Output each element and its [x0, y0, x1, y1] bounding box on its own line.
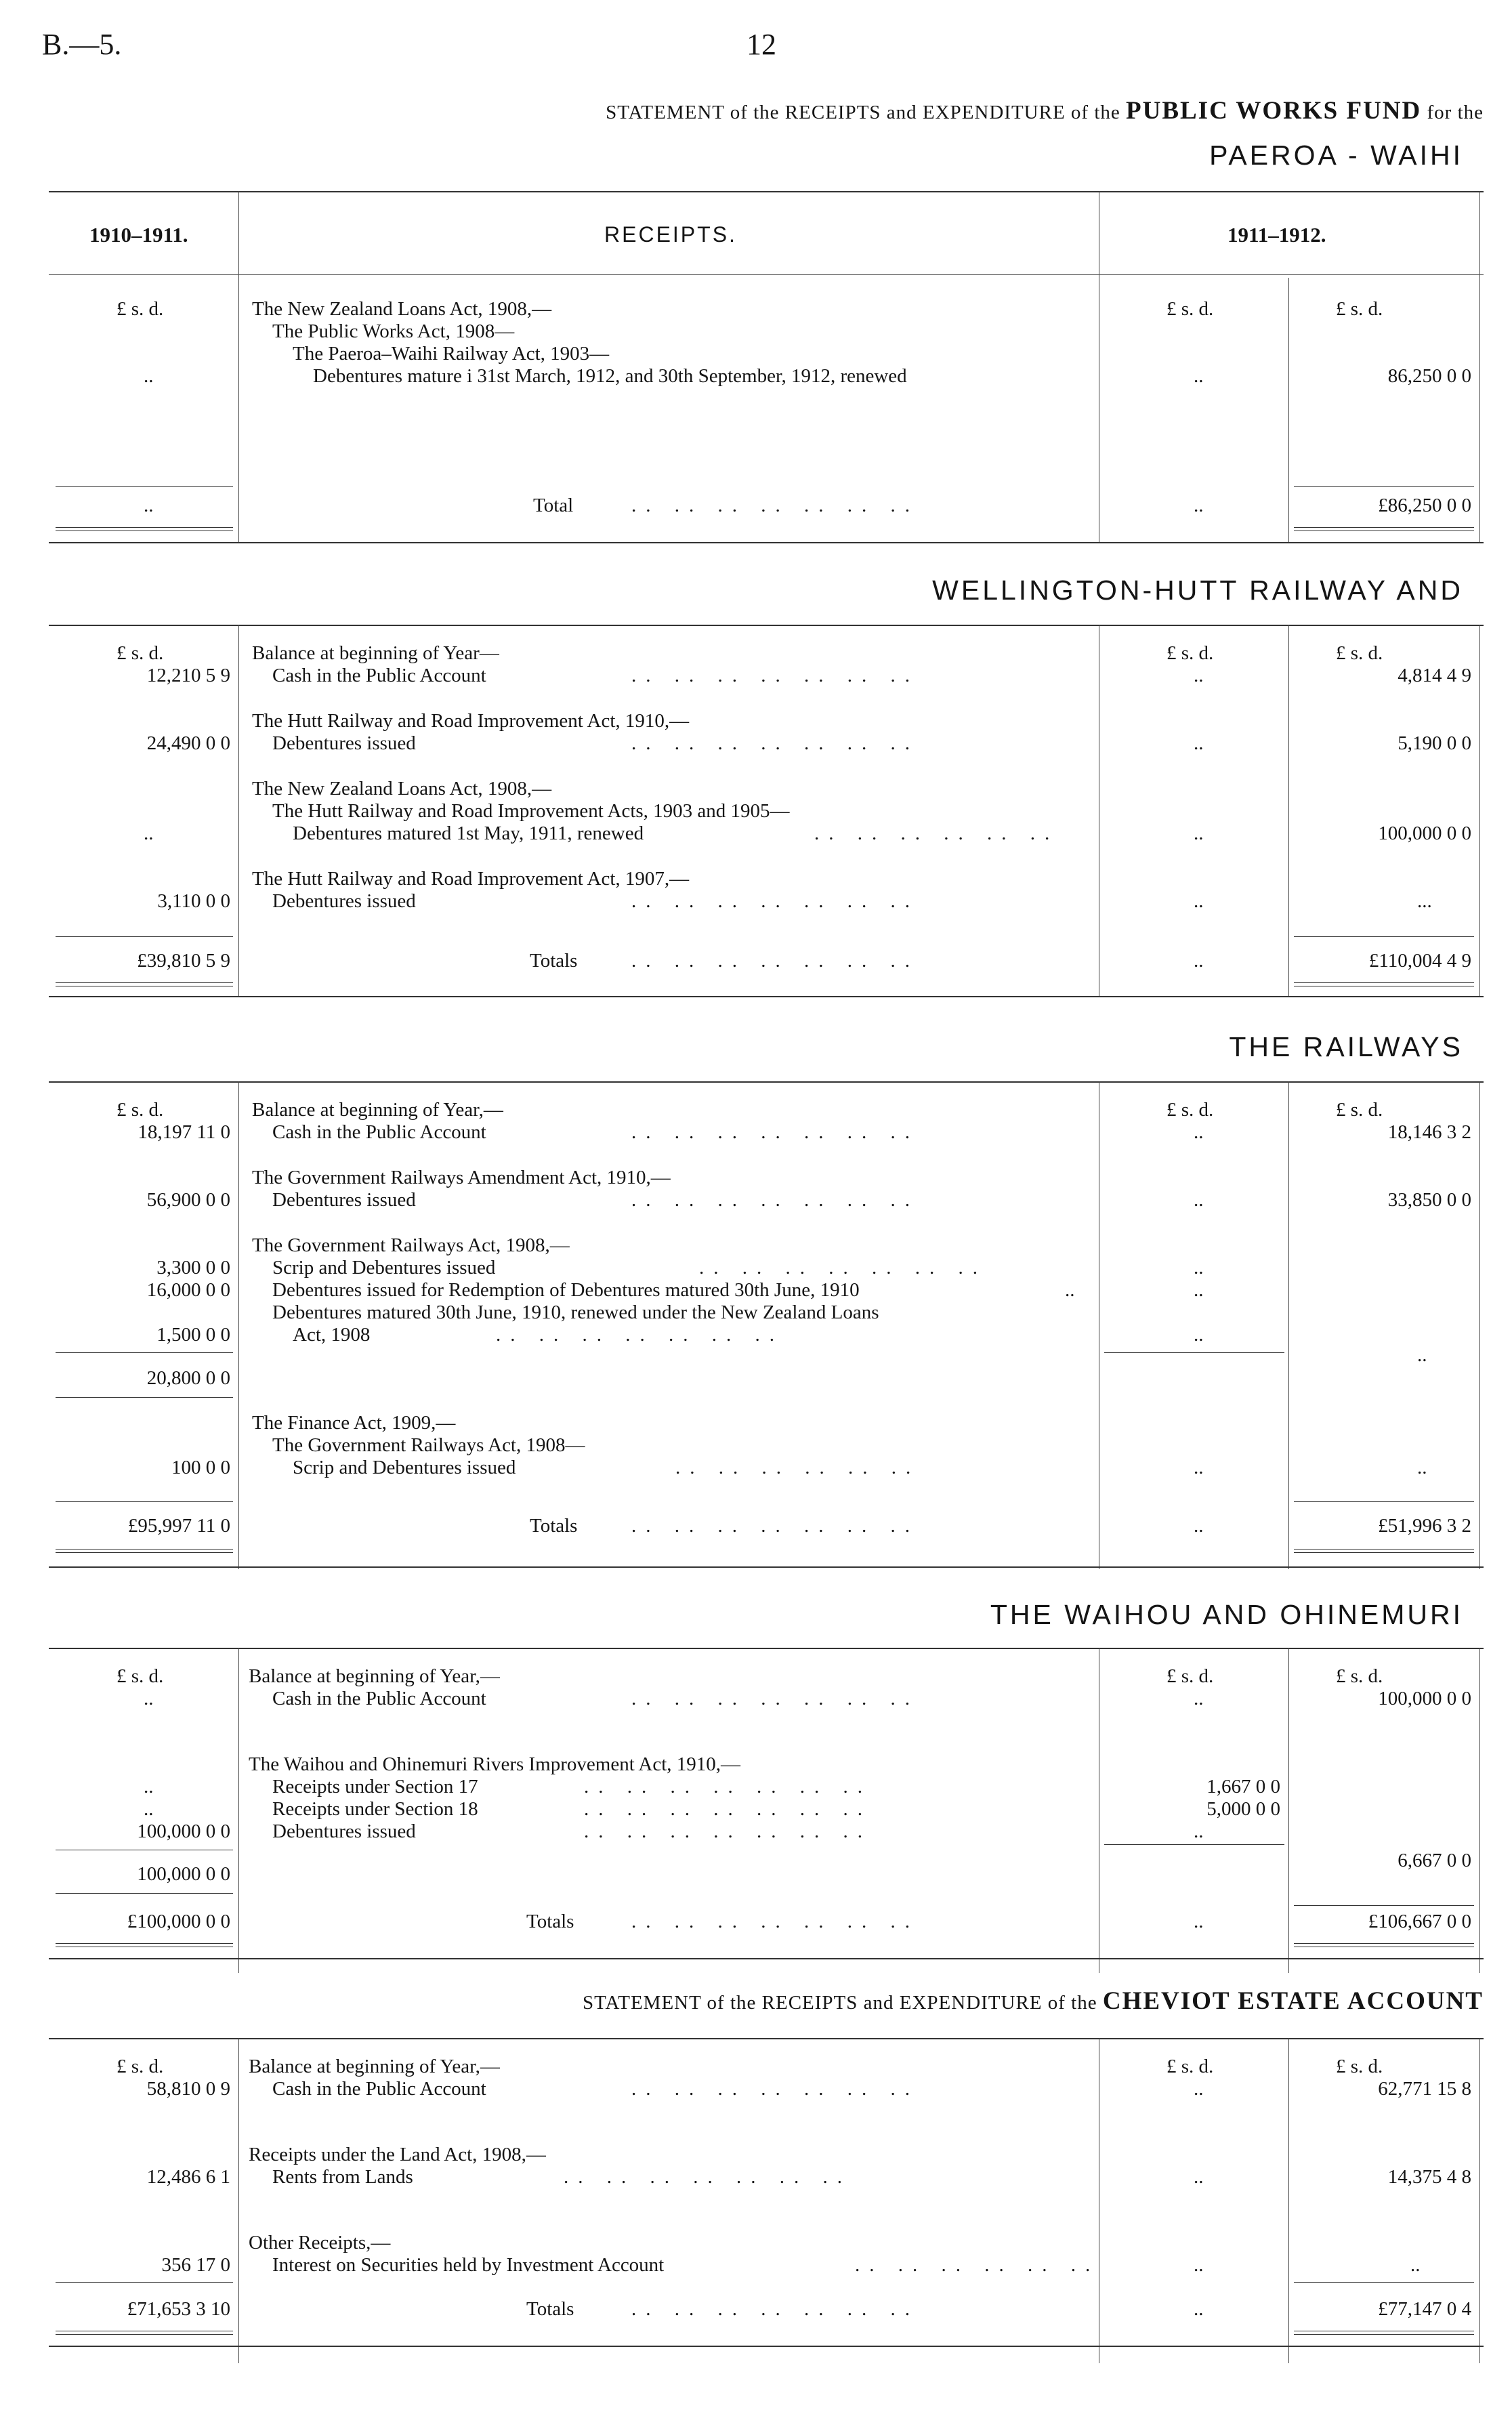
- receipt-line: Debentures matured 1st May, 1911, renewed: [293, 823, 644, 844]
- receipt-line: The Finance Act, 1909,—: [252, 1412, 456, 1434]
- statement-prefix: STATEMENT of the RECEIPTS and EXPENDITURE of the: [583, 1992, 1097, 2014]
- amount-1910: 24,490 0 0: [146, 732, 230, 754]
- amount-1910: 12,486 6 1: [146, 2166, 230, 2188]
- table-paeroa: [49, 183, 1484, 549]
- leader-dots: .. .. .. .. .. .. ..: [631, 1515, 919, 1537]
- receipt-line: Balance at beginning of Year,—: [252, 1099, 503, 1121]
- empty-value: ..: [144, 1688, 154, 1709]
- receipt-line: The Waihou and Ohinemuri Rivers Improvement Act, 1910,—: [249, 1753, 741, 1775]
- total-label: Totals: [530, 950, 578, 972]
- column-header-receipts: RECEIPTS.: [604, 222, 737, 247]
- amount-1911: 18,146 3 2: [1387, 1121, 1471, 1143]
- section-title-railways: THE RAILWAYS: [1229, 1031, 1463, 1062]
- empty-value: ..: [144, 365, 154, 387]
- receipt-line: Debentures matured 30th June, 1910, renewed under the New Zealand Loans: [272, 1302, 879, 1323]
- statement-prefix: STATEMENT of the RECEIPTS and EXPENDITURE of the: [606, 102, 1120, 123]
- fund-name: PUBLIC WORKS FUND: [1126, 97, 1422, 125]
- total-1910: £95,997 11 0: [127, 1515, 230, 1537]
- receipt-line: The New Zealand Loans Act, 1908,—: [252, 778, 552, 799]
- receipt-line: Debentures mature i 31st March, 1912, and 30th September, 1912, renewed: [313, 365, 907, 387]
- empty-value: ..: [1065, 1279, 1075, 1301]
- statement-heading-cheviot: [583, 1987, 1484, 2016]
- leader-dots: .. .. .. .. .. .. ..: [631, 2078, 919, 2100]
- table-cheviot: [49, 2030, 1484, 2369]
- section-title-paeroa: PAEROA - WAIHI: [1209, 140, 1463, 171]
- lsd-heading: £ s. d.: [1167, 642, 1214, 664]
- page-reference: B.—5.: [42, 28, 122, 61]
- empty-value: ..: [1194, 1121, 1204, 1143]
- section-title-wellington: WELLINGTON-HUTT RAILWAY AND: [932, 575, 1463, 606]
- receipt-line: Cash in the Public Account: [272, 665, 486, 686]
- receipt-line: Scrip and Debentures issued: [293, 1457, 516, 1478]
- amount-1910: 1,500 0 0: [156, 1324, 230, 1346]
- receipt-line: Rents from Lands: [272, 2166, 413, 2188]
- total-label: Total: [533, 495, 574, 516]
- empty-value: ..: [1194, 2166, 1204, 2188]
- empty-value: ..: [144, 1798, 154, 1820]
- total-1911: £77,147 0 4: [1378, 2298, 1471, 2320]
- lsd-heading: £ s. d.: [117, 298, 164, 320]
- total-1911: £86,250 0 0: [1378, 495, 1471, 516]
- fund-name: CHEVIOT ESTATE ACCOUNT: [1102, 1987, 1484, 2015]
- amount-1910: 18,197 11 0: [138, 1121, 230, 1143]
- table-wellington-hutt: [49, 617, 1484, 1003]
- lsd-heading: £ s. d.: [117, 2056, 164, 2077]
- total-1910: £100,000 0 0: [127, 1911, 230, 1932]
- lsd-heading: £ s. d.: [1336, 1099, 1383, 1121]
- receipt-line: The Government Railways Act, 1908,—: [252, 1234, 570, 1256]
- lsd-heading: £ s. d.: [117, 642, 164, 664]
- lsd-heading: £ s. d.: [1167, 1665, 1214, 1687]
- subtotal-1910: 100,000 0 0: [137, 1863, 230, 1885]
- table-railways: [49, 1073, 1484, 1575]
- lsd-heading: £ s. d.: [1336, 642, 1383, 664]
- total-1910: ..: [144, 495, 154, 516]
- lsd-heading: £ s. d.: [1167, 1099, 1214, 1121]
- statement-suffix: for the: [1427, 102, 1484, 123]
- empty-value: ..: [1194, 1324, 1204, 1346]
- lsd-heading: £ s. d.: [1167, 298, 1214, 320]
- leader-dots: .. .. .. .. .. ..: [675, 1457, 921, 1478]
- empty-value: ..: [144, 823, 154, 844]
- receipt-line: Scrip and Debentures issued: [272, 1257, 496, 1278]
- amount-1911: 62,771 15 8: [1378, 2078, 1471, 2100]
- leader-dots: .. .. .. .. .. .. ..: [496, 1324, 784, 1346]
- receipt-line: Receipts under the Land Act, 1908,—: [249, 2144, 546, 2165]
- receipt-line: Cash in the Public Account: [272, 1688, 486, 1709]
- total-1911: £51,996 3 2: [1378, 1515, 1471, 1537]
- amount-1911: 14,375 4 8: [1387, 2166, 1471, 2188]
- receipt-line: Balance at beginning of Year,—: [249, 2056, 500, 2077]
- leader-dots: .. .. .. .. .. .. ..: [584, 1821, 872, 1842]
- statement-heading-public-works: [606, 96, 1484, 125]
- receipt-line: Cash in the Public Account: [272, 1121, 486, 1143]
- amount-mid: 5,000 0 0: [1206, 1798, 1280, 1820]
- empty-value: ..: [1194, 2078, 1204, 2100]
- leader-dots: .. .. .. .. .. .. ..: [631, 1121, 919, 1143]
- amount-1910: 100,000 0 0: [137, 1821, 230, 1842]
- empty-value: ..: [1194, 1688, 1204, 1709]
- receipt-line: The Hutt Railway and Road Improvement Acts, 1903 and 1905—: [272, 800, 790, 822]
- amount-1910: 56,900 0 0: [146, 1189, 230, 1211]
- empty-value: ..: [1410, 2254, 1421, 2276]
- empty-value: ..: [1194, 665, 1204, 686]
- page-number: 12: [747, 28, 776, 61]
- receipt-line: Interest on Securities held by Investment Account: [272, 2254, 665, 2276]
- empty-value: ..: [1194, 1457, 1204, 1478]
- receipt-line: Receipts under Section 17: [272, 1776, 478, 1797]
- receipt-line: Other Receipts,—: [249, 2232, 391, 2253]
- empty-value: ..: [144, 1776, 154, 1797]
- lsd-heading: £ s. d.: [1336, 1665, 1383, 1687]
- receipt-line: Balance at beginning of Year—: [252, 642, 499, 664]
- lsd-heading: £ s. d.: [1336, 2056, 1383, 2077]
- amount-1911: 6,667 0 0: [1398, 1850, 1471, 1871]
- amount-1910: 3,300 0 0: [156, 1257, 230, 1278]
- empty-value: ..: [1194, 890, 1204, 912]
- empty-value: ..: [1417, 1457, 1427, 1478]
- leader-dots: .. .. .. .. .. .. ..: [631, 732, 919, 754]
- receipt-line: The Government Railways Act, 1908—: [272, 1434, 585, 1456]
- lsd-heading: £ s. d.: [117, 1665, 164, 1687]
- receipt-line: The New Zealand Loans Act, 1908,—: [252, 298, 552, 320]
- amount-1911: 86,250 0 0: [1387, 365, 1471, 387]
- leader-dots: .. .. .. .. .. .. ..: [584, 1798, 872, 1820]
- leader-dots: .. .. .. .. .. .. ..: [584, 1776, 872, 1797]
- lsd-heading: £ s. d.: [1336, 298, 1383, 320]
- amount-1910: 16,000 0 0: [146, 1279, 230, 1301]
- leader-dots: .. .. .. .. .. .. ..: [631, 1189, 919, 1211]
- column-header-1910: 1910–1911.: [89, 223, 188, 247]
- empty-value: ..: [1194, 1189, 1204, 1211]
- receipt-line: Debentures issued: [272, 1189, 416, 1211]
- amount-1910: 12,210 5 9: [146, 665, 230, 686]
- leader-dots: .. .. .. .. .. .. ..: [631, 495, 919, 516]
- lsd-heading: £ s. d.: [117, 1099, 164, 1121]
- receipt-line: Debentures issued: [272, 890, 416, 912]
- leader-dots: .. .. .. .. .. .. ..: [631, 890, 919, 912]
- receipt-line: Debentures issued for Redemption of Debentures matured 30th June, 1910: [272, 1279, 860, 1301]
- empty-value: ..: [1194, 495, 1204, 516]
- empty-value: ..: [1194, 732, 1204, 754]
- section-title-waihou: THE WAIHOU AND OHINEMURI: [990, 1599, 1463, 1630]
- amount-1911: 33,850 0 0: [1387, 1189, 1471, 1211]
- empty-value: ..: [1194, 2298, 1204, 2320]
- empty-value: ..: [1194, 365, 1204, 387]
- empty-value: ..: [1194, 823, 1204, 844]
- receipt-line: Act, 1908: [293, 1324, 371, 1346]
- leader-dots: .. .. .. .. .. ..: [814, 823, 1059, 844]
- leader-dots: .. .. .. .. .. .. ..: [631, 950, 919, 972]
- receipt-line: Cash in the Public Account: [272, 2078, 486, 2100]
- total-1911: £106,667 0 0: [1368, 1911, 1471, 1932]
- empty-value: ..: [1194, 1257, 1204, 1278]
- receipt-line: Debentures issued: [272, 1821, 416, 1842]
- receipt-line: Balance at beginning of Year,—: [249, 1665, 500, 1687]
- receipt-line: The Paeroa–Waihi Railway Act, 1903—: [293, 343, 610, 365]
- empty-value: ..: [1417, 1344, 1427, 1366]
- empty-value: ...: [1417, 890, 1432, 912]
- empty-value: ..: [1194, 1279, 1204, 1301]
- receipt-line: The Public Works Act, 1908—: [272, 320, 515, 342]
- amount-1911: 100,000 0 0: [1378, 823, 1471, 844]
- receipt-line: Receipts under Section 18: [272, 1798, 478, 1820]
- amount-1910: 3,110 0 0: [157, 890, 230, 912]
- table-waihou-ohinemuri: [49, 1640, 1484, 1978]
- amount-1910: 100 0 0: [171, 1457, 230, 1478]
- leader-dots: .. .. .. .. .. .. ..: [631, 1688, 919, 1709]
- leader-dots: .. .. .. .. .. .. ..: [699, 1257, 987, 1278]
- total-label: Totals: [526, 2298, 574, 2320]
- empty-value: ..: [1194, 1911, 1204, 1932]
- amount-1911: 4,814 4 9: [1398, 665, 1471, 686]
- receipt-line: The Hutt Railway and Road Improvement Act, 1910,—: [252, 710, 690, 732]
- total-1910: £39,810 5 9: [137, 950, 230, 972]
- column-header-1911: 1911–1912.: [1227, 223, 1326, 247]
- amount-1910: 356 17 0: [161, 2254, 230, 2276]
- amount-1910: 58,810 0 9: [146, 2078, 230, 2100]
- total-1910: £71,653 3 10: [127, 2298, 230, 2320]
- leader-dots: .. .. .. .. .. .. ..: [631, 2298, 919, 2320]
- amount-mid: 1,667 0 0: [1206, 1776, 1280, 1797]
- total-1911: £110,004 4 9: [1368, 950, 1471, 972]
- total-label: Totals: [530, 1515, 578, 1537]
- empty-value: ..: [1194, 1821, 1204, 1842]
- amount-1911: 100,000 0 0: [1378, 1688, 1471, 1709]
- total-label: Totals: [526, 1911, 574, 1932]
- leader-dots: .. .. .. .. .. .. ..: [564, 2166, 852, 2188]
- empty-value: ..: [1194, 2254, 1204, 2276]
- leader-dots: .. .. .. .. .. .. ..: [631, 1911, 919, 1932]
- amount-1911: 5,190 0 0: [1398, 732, 1471, 754]
- receipt-line: The Government Railways Amendment Act, 1910,—: [252, 1167, 671, 1188]
- lsd-heading: £ s. d.: [1167, 2056, 1214, 2077]
- leader-dots: .. .. .. .. .. ..: [855, 2254, 1100, 2276]
- leader-dots: .. .. .. .. .. .. ..: [631, 665, 919, 686]
- subtotal-1910: 20,800 0 0: [146, 1367, 230, 1389]
- receipt-line: Debentures issued: [272, 732, 416, 754]
- empty-value: ..: [1194, 950, 1204, 972]
- receipt-line: The Hutt Railway and Road Improvement Act, 1907,—: [252, 868, 690, 890]
- empty-value: ..: [1194, 1515, 1204, 1537]
